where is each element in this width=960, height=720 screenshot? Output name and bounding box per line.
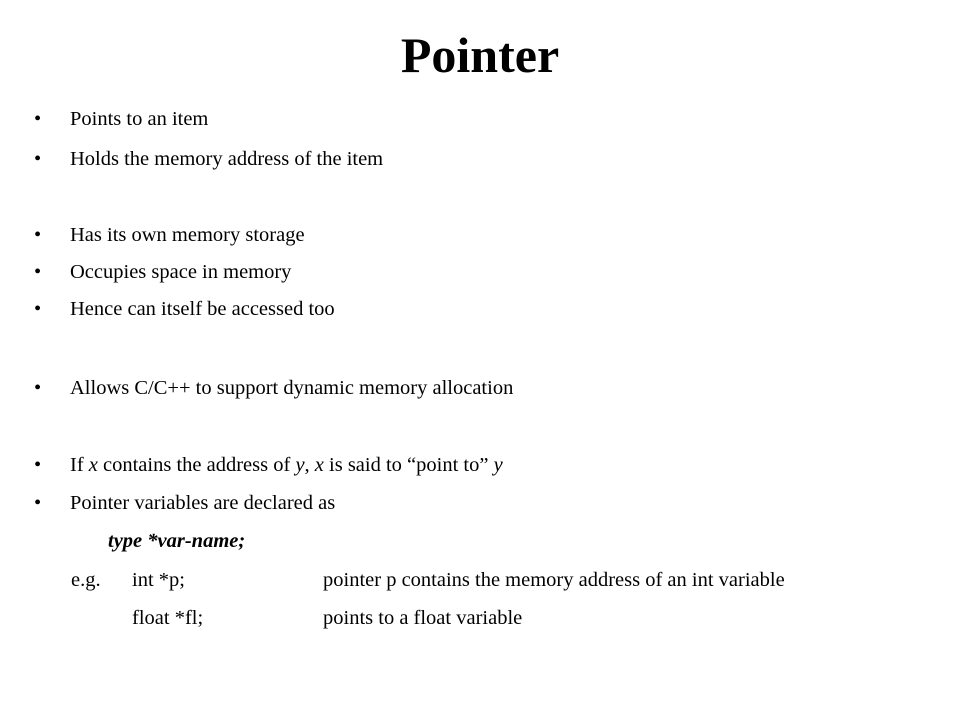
- bullet-text-part: ,: [304, 454, 315, 476]
- variable-y: y: [295, 454, 305, 476]
- bullet-item: [34, 294, 335, 324]
- bullet-icon: [34, 104, 70, 134]
- example-prefix: e.g.: [71, 569, 101, 591]
- bullet-icon: [34, 373, 70, 403]
- bullet-icon: [34, 220, 70, 250]
- example-code: int *p;: [132, 569, 185, 591]
- bullet-text: Pointer variables are declared as: [70, 492, 336, 514]
- variable-y: y: [493, 454, 503, 476]
- declaration-syntax: type *var-name;: [108, 530, 246, 552]
- bullet-text: Points to an item: [70, 108, 209, 130]
- bullet-item: [34, 257, 291, 287]
- bullet-item: [34, 220, 305, 250]
- example-code: float *fl;: [132, 607, 204, 629]
- bullet-icon: [34, 450, 70, 480]
- bullet-icon: [34, 257, 70, 287]
- bullet-text-part: contains the address of: [97, 454, 296, 476]
- example-description: points to a float variable: [323, 607, 523, 629]
- bullet-icon: [34, 488, 70, 518]
- bullet-text-part: If: [70, 454, 89, 476]
- bullet-item: [34, 104, 208, 134]
- bullet-item: [34, 488, 335, 518]
- bullet-icon: [34, 294, 70, 324]
- example-row: [71, 603, 522, 633]
- bullet-item-point-to: [34, 450, 503, 480]
- example-row: [71, 565, 785, 595]
- bullet-text: Has its own memory storage: [70, 224, 305, 246]
- bullet-text: Occupies space in memory: [70, 261, 292, 283]
- variable-x: x: [88, 454, 98, 476]
- bullet-text: Hence can itself be accessed too: [70, 298, 335, 320]
- bullet-text-part: is said to “point to”: [323, 454, 494, 476]
- bullet-item: [34, 144, 383, 174]
- bullet-text: Allows C/C++ to support dynamic memory allocation: [70, 377, 514, 399]
- variable-x: x: [314, 454, 324, 476]
- slide-title: Pointer: [400, 27, 560, 83]
- bullet-text: Holds the memory address of the item: [70, 148, 384, 170]
- bullet-item: [34, 373, 513, 403]
- example-description: pointer p contains the memory address of an int variable: [323, 569, 785, 591]
- bullet-icon: [34, 144, 70, 174]
